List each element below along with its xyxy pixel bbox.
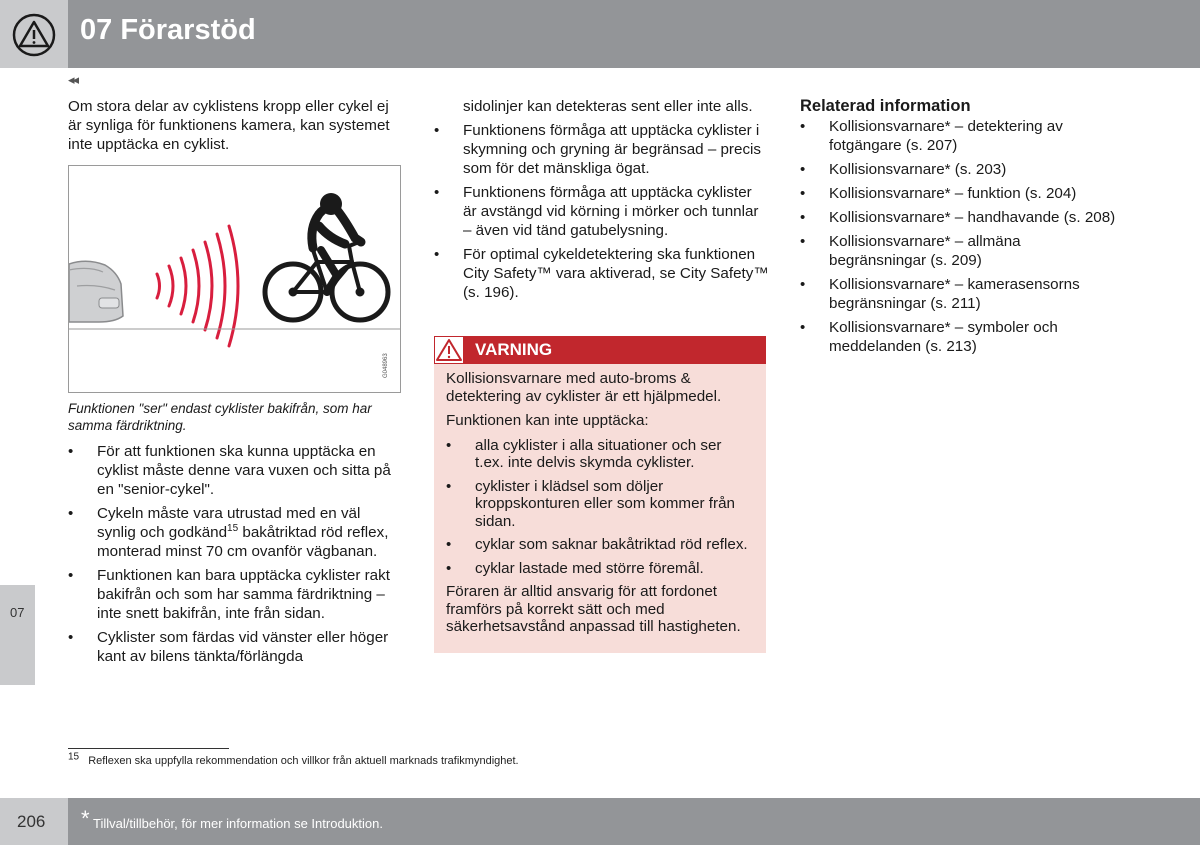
list-item: • alla cyklister i alla situationer och ser t.ex. inte delvis skymda cyklister.: [446, 437, 754, 472]
footer-text: Tillval/tillbehör, för mer information se Introduktion.: [93, 816, 383, 831]
list-item: • Funktionen kan bara upptäcka cyklister rakt bakifrån och som har samma färdriktning – inte snett bakifrån, inte från sidan.: [68, 566, 403, 623]
page-footer: [0, 798, 1200, 845]
side-tab-label: 07: [10, 605, 25, 620]
related-link[interactable]: • Kollisionsvarnare* – handhavande (s. 208): [800, 208, 1120, 227]
footnote-divider: [68, 748, 229, 749]
list-item: • Cyklister som färdas vid vänster eller höger kant av bilens tänkta/förlängda: [68, 628, 403, 666]
warning-triangle-icon: [12, 13, 56, 57]
rider-body: [312, 208, 361, 248]
column-3: [800, 97, 1120, 361]
related-link[interactable]: • Kollisionsvarnare* – detektering av fotgängare (s. 207): [800, 117, 1120, 155]
footnote-number: 15: [68, 751, 80, 763]
image-code: G048963: [383, 353, 389, 378]
list-item: • cyklar som saknar bakåtriktad röd reflex.: [446, 536, 754, 554]
related-link[interactable]: • Kollisionsvarnare* – funktion (s. 204): [800, 184, 1120, 203]
warning-title: VARNING: [475, 340, 553, 359]
column-1-bullets: [68, 442, 403, 671]
column-2: [434, 97, 769, 307]
asterisk-icon: *: [81, 806, 90, 831]
related-link[interactable]: • Kollisionsvarnare* – allmäna begränsningar (s. 209): [800, 232, 1120, 270]
list-item: • cyklister i klädsel som döljer kroppskonturen eller som kommer från sidan.: [446, 478, 754, 531]
page-number-box: [0, 798, 68, 845]
detection-signal-icon: [157, 226, 238, 346]
chapter-side-tab[interactable]: [0, 585, 35, 685]
footnote: [68, 751, 519, 767]
warning-header: [434, 336, 766, 364]
column-1: [68, 97, 403, 154]
related-link[interactable]: • Kollisionsvarnare* (s. 203): [800, 160, 1120, 179]
page-header: [0, 0, 1200, 68]
footnote-ref[interactable]: 15: [227, 522, 239, 534]
related-link[interactable]: • Kollisionsvarnare* – symboler och meddelanden (s. 213): [800, 318, 1120, 356]
list-item: • För optimal cykeldetektering ska funktionen City Safety™ vara aktiverad, se City Safety™ (s. 196).: [434, 245, 769, 302]
header-icon-box: [0, 0, 68, 68]
related-link[interactable]: • Kollisionsvarnare* – kamerasensorns begränsningar (s. 211): [800, 275, 1120, 313]
intro-paragraph: Om stora delar av cyklistens kropp eller cykel ej är synliga för funktionens kamera, kan systemet inte upptäcka en cyklist.: [68, 98, 390, 153]
related-info-title: Relaterad information: [800, 97, 971, 115]
illustration-svg: [69, 166, 400, 392]
warning-paragraph: Kollisionsvarnare med auto-broms & detektering av cyklister är ett hjälpmedel.: [446, 370, 722, 405]
list-item: • cyklar lastade med större föremål.: [446, 560, 754, 578]
illustration-caption: Funktionen "ser" endast cyklister bakifrån, som har samma färdriktning.: [68, 401, 372, 433]
warning-box-icon: [434, 336, 464, 364]
footnote-text: Reflexen ska uppfylla rekommendation och villkor från aktuell marknads trafikmyndighet.: [88, 755, 519, 767]
list-item: • För att funktionen ska kunna upptäcka en cyklist måste denne vara vuxen och sitta på en "senior-cykel".: [68, 442, 403, 499]
list-item: • Funktionens förmåga att upptäcka cyklister är avstängd vid körning i mörker och tunnlar – även vid tänd gatubelysning.: [434, 183, 769, 240]
list-item: • Cykeln måste vara utrustad med en väl synlig och godkänd$^{15}$ bakåtriktad röd reflex, monterad minst 70 cm ovanför vägbanan.: [68, 504, 403, 561]
warning-paragraph: Föraren är alltid ansvarig för att fordonet framförs på korrekt sätt och med säkerhetsavstånd anpassad till hastigheten.: [446, 583, 741, 635]
footer-bar: [68, 798, 1200, 845]
chapter-title: 07 Förarstöd: [80, 14, 256, 46]
cyclist-icon: [265, 193, 388, 320]
warning-paragraph: Funktionen kan inte upptäcka:: [446, 412, 649, 429]
page-number: 206: [17, 812, 46, 831]
car-icon: [69, 261, 123, 322]
warning-body: [434, 364, 766, 653]
list-item: • Funktionens förmåga att upptäcka cyklister i skymning och gryning är begränsad – precis som för det mänskliga ögat.: [434, 121, 769, 178]
cyclist-detection-illustration: [68, 165, 401, 393]
back-arrows-icon[interactable]: ◂◂: [68, 72, 78, 87]
continuation-text: sidolinjer kan detekteras sent eller inte alls.: [463, 98, 753, 115]
warning-triangle-icon: [435, 337, 463, 363]
